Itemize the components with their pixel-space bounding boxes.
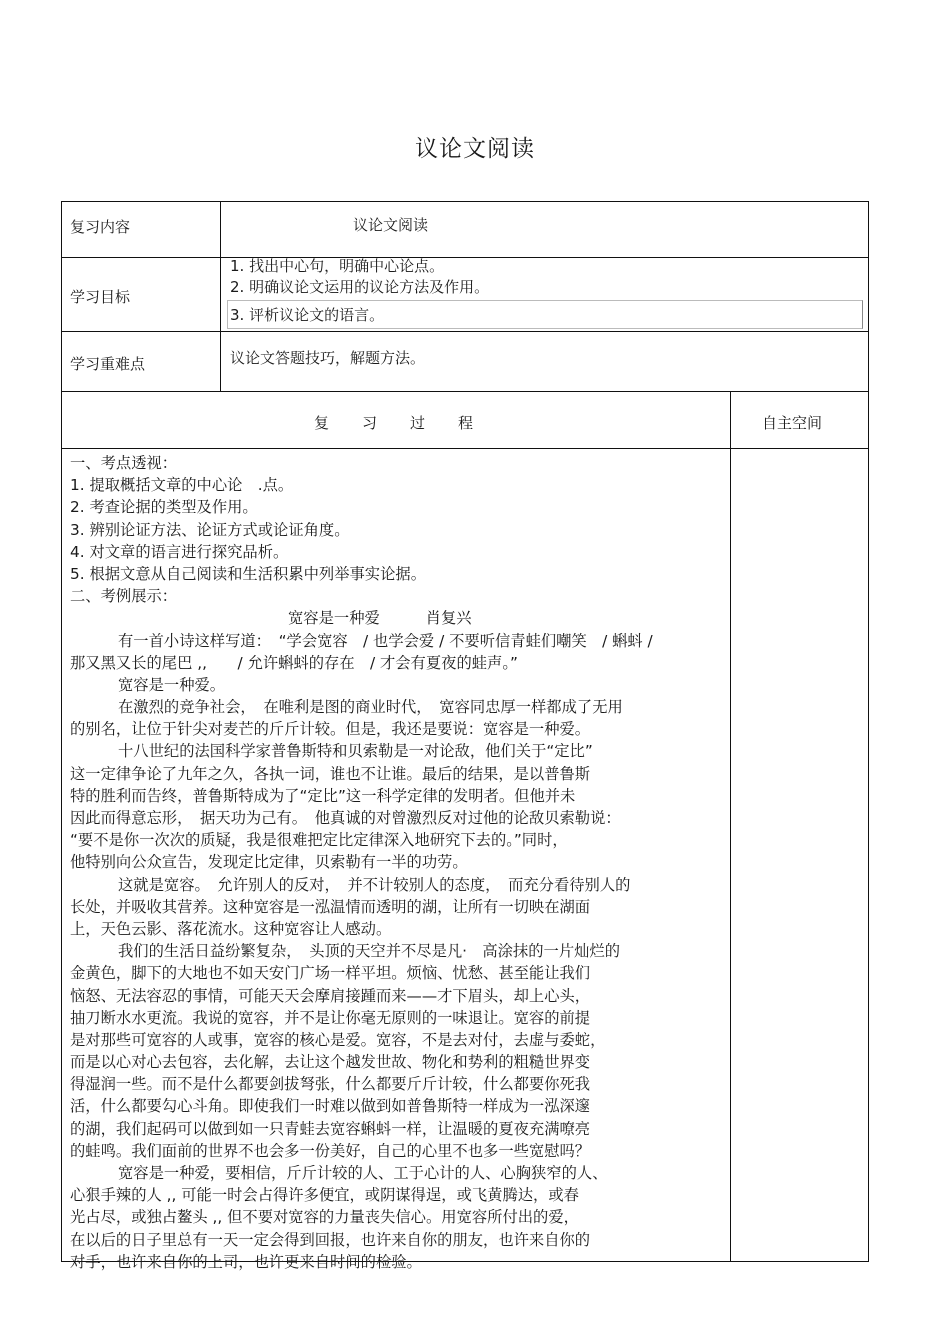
key-difficulty-value: 议论文答题技巧，解题方法。 <box>230 349 426 367</box>
article-line: 得湿润一些。而不是什么都要剑拔弩张，什么都要斤斤计较，什么都要你死我 <box>70 1075 591 1094</box>
article-line: 因此而得意忘形， 据天功为己有。 他真诚的对曾激烈反对过他的论敌贝索勒说： <box>70 809 621 827</box>
article-line: “要不是你一次次的质疑，我是很难把定比定律深入地研究下去的。”同时， <box>70 831 568 850</box>
article-line: 十八世纪的法国科学家普鲁斯特和贝索勒是一对论敌，他们关于“定比” <box>118 742 593 761</box>
article-line: 在激烈的竞争社会， 在唯利是图的商业时代， 宽容同忠厚一样都成了无用 <box>118 698 623 717</box>
article-line: 是对那些可宽容的人或事，宽容的核心是爱。宽容，不是去对付，去虚与委蛇， <box>70 1030 606 1049</box>
article-title: 宽容是一种爱 肖复兴 <box>288 609 472 628</box>
key-difficulty-label: 学习重难点 <box>70 355 146 373</box>
article-line: 那又黑又长的尾巴 ,, / 允许蝌蚪的存在 / 才会有夏夜的蛙声。” <box>70 653 518 672</box>
review-process-content <box>70 452 730 1273</box>
list-item: 3. 辨别论证方法、论证方式或论证角度。 <box>70 520 350 539</box>
article-line: 心狠手辣的人 ,, 可能一时会占得许多便宜，或阴谋得逞，或飞黄腾达，或春 <box>70 1186 579 1205</box>
review-table <box>61 201 869 1271</box>
article-line: 这就是宽容。 允许别人的反对， 并不计较别人的态度， 而充分看待别人的 <box>118 875 631 894</box>
section-heading: 二、考例展示： <box>70 587 178 606</box>
section-heading: 一、考点透视： <box>70 454 178 472</box>
review-content-value: 议论文阅读 <box>353 216 429 234</box>
list-item: 5. 根据文意从自己阅读和生活积累中列举事实论据。 <box>70 564 426 583</box>
article-line: 的湖，我们起码可以做到如一只青蛙去宽容蝌蚪一样，让温暖的夏夜充满嘹亮 <box>70 1119 591 1138</box>
self-space-header: 自主空间 <box>762 414 823 432</box>
row-divider <box>62 391 868 392</box>
list-item: 4. 对文章的语言进行探究品析。 <box>70 542 289 561</box>
article-line: 宽容是一种爱。 <box>118 675 226 694</box>
article-line: 特的胜利而告终，普鲁斯特成为了“定比”这一科学定律的发明者。但他并未 <box>70 786 576 805</box>
article-line: 而是以心对心去包容，去化解，去让这个越发世故、物化和势利的粗糙世界变 <box>70 1053 591 1072</box>
learning-goal-label: 学习目标 <box>70 288 131 306</box>
page-title: 议论文阅读 <box>415 136 535 162</box>
article-line: 长处，并吸收其营养。这种宽容是一泓温情而透明的湖，让所有一切映在湖面 <box>70 897 591 916</box>
article-line: 这一定律争论了九年之久，各执一词，谁也不让谁。最后的结果，是以普鲁斯 <box>70 764 591 783</box>
article-line: 宽容是一种爱，要相信，斤斤计较的人、工于心计的人、心胸狭窄的人、 <box>118 1164 608 1182</box>
row-divider <box>62 448 868 449</box>
review-content-label: 复习内容 <box>70 218 131 236</box>
article-line: 抽刀断水水更流。我说的宽容，并不是让你毫无原则的一味退让。宽容的前提 <box>70 1008 591 1027</box>
column-divider <box>730 391 731 1261</box>
article-line: 我们的生活日益纷繁复杂， 头顶的天空并不尽是凡· 高涂抹的一片灿烂的 <box>118 942 621 961</box>
article-line: 光占尽，或独占鳌头 ,, 但不要对宽容的力量丧失信心。用宽容所付出的爱， <box>70 1208 579 1227</box>
process-header: 复 习 过 程 <box>314 414 475 432</box>
goal-item: 2. 明确议论文运用的议论方法及作用。 <box>230 278 490 296</box>
row-divider <box>62 257 868 258</box>
article-line: 上，天色云影、落花流水。这种宽容让人感动。 <box>70 919 392 938</box>
column-divider <box>220 202 221 391</box>
article-line: 他特别向公众宣告，发现定比定律，贝索勒有一半的功劳。 <box>70 853 468 872</box>
article-line: 金黄色，脚下的大地也不如天安门广场一样平坦。烦恼、忧愁、甚至能让我们 <box>70 964 591 983</box>
list-item: 2. 考查论据的类型及作用。 <box>70 498 258 517</box>
article-line: 对手，也许来自你的上司，也许更来自时间的检验。 <box>70 1252 422 1271</box>
article-line: 恼怒、无法容忍的事情，可能天天会摩肩接踵而来——才下眉头，却上心头， <box>70 986 591 1005</box>
article-line: 的别名，让位于针尖对麦芒的斤斤计较。但是，我还是要说：宽容是一种爱。 <box>70 720 591 739</box>
article-line: 在以后的日子里总有一天一定会得到回报，也许来自你的朋友，也许来自你的 <box>70 1230 591 1249</box>
article-line: 的蛙鸣。我们面前的世界不也会多一份美好，自己的心里不也多一些宽慰吗？ <box>70 1141 591 1160</box>
article-line: 活，什么都要勾心斗角。即使我们一时难以做到如普鲁斯特一样成为一泓深邃 <box>70 1097 591 1116</box>
article-line: 有一首小诗这样写道： “学会宽容 / 也学会爱 / 不要听信青蛙们嘲笑 / 蝌蚪 / <box>118 631 653 650</box>
row-divider <box>62 331 868 332</box>
goal-item: 1. 找出中心句，明确中心论点。 <box>230 257 445 275</box>
goal-item: 3. 评析议论文的语言。 <box>230 306 385 324</box>
list-item: 1. 提取概括文章的中心论 .点。 <box>70 476 294 495</box>
